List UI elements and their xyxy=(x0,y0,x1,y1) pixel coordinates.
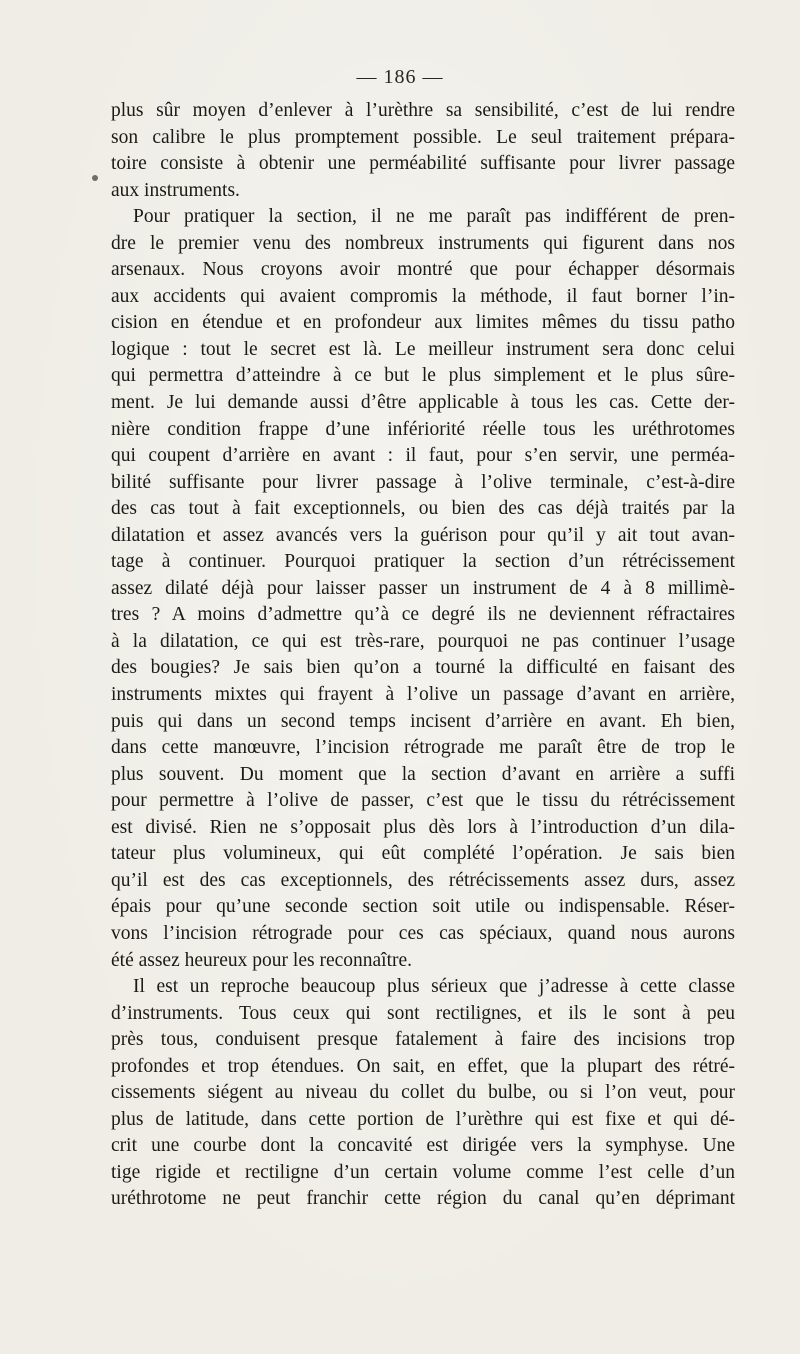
text-line: instruments mixtes qui frayent à l’olive un passage d’avant en arrière, xyxy=(111,684,735,706)
text-line: bilité suffisante pour livrer passage à l’olive terminale, c’est-à-dire xyxy=(111,471,735,493)
ink-spot xyxy=(92,175,98,181)
text-line: tage à continuer. Pourquoi pratiquer la section d’un rétrécissement xyxy=(111,551,735,573)
text-line: qui permettra d’atteindre à ce but le plus simplement et le plus sûre- xyxy=(111,365,735,387)
text-line: toire consiste à obtenir une perméabilité suffisante pour livrer passage xyxy=(111,153,735,175)
text-line: crit une courbe dont la concavité est dirigée vers la symphyse. Une xyxy=(111,1135,735,1157)
text-line: logique : tout le secret est là. Le meilleur instrument sera donc celui xyxy=(111,338,735,360)
text-line: pour permettre à l’olive de passer, c’est que le tissu du rétrécissement xyxy=(111,790,735,812)
text-line: vons l’incision rétrograde pour ces cas spéciaux, quand nous aurons xyxy=(111,922,735,944)
text-line: nière condition frappe d’une infériorité réelle tous les uréthrotomes xyxy=(111,418,735,440)
text-line: puis qui dans un second temps incisent d’arrière en avant. Eh bien, xyxy=(111,710,735,732)
text-line: plus de latitude, dans cette portion de l’urèthre qui est fixe et qui dé- xyxy=(111,1108,735,1130)
text-line: ment. Je lui demande aussi d’être applicable à tous les cas. Cette der- xyxy=(111,392,735,414)
text-line: des bougies? Je sais bien qu’on a tourné la difficulté en faisant des xyxy=(111,657,735,679)
page-number: — 186 — xyxy=(356,66,444,88)
text-line: cissements siégent au niveau du collet du bulbe, ou si l’on veut, pour xyxy=(111,1082,735,1104)
text-line: qui coupent d’arrière en avant : il faut, pour s’en servir, une perméa- xyxy=(111,445,735,467)
text-line: assez dilaté déjà pour laisser passer un instrument de 4 à 8 millimè- xyxy=(111,577,735,599)
text-line: tateur plus volumineux, qui eût complété l’opération. Je sais bien xyxy=(111,843,735,865)
text-line: dilatation et assez avancés vers la guérison pour qu’il y ait tout avan- xyxy=(111,524,735,546)
text-line: dans cette manœuvre, l’incision rétrograde me paraît être de trop le xyxy=(111,737,735,759)
body-text xyxy=(111,98,735,1213)
text-line: Il est un reproche beaucoup plus sérieux que j’adresse à cette classe xyxy=(133,976,735,998)
text-line: plus sûr moyen d’enlever à l’urèthre sa sensibilité, c’est de lui rendre xyxy=(111,100,735,121)
text-line: tres ? A moins d’admettre qu’à ce degré ils ne deviennent réfractaires xyxy=(111,604,735,626)
text-line: été assez heureux pour les reconnaître. xyxy=(111,949,413,971)
text-line: Pour pratiquer la section, il ne me paraît pas indifférent de pren- xyxy=(133,206,735,228)
text-line: arsenaux. Nous croyons avoir montré que pour échapper désormais xyxy=(111,259,735,281)
text-line: qu’il est des cas exceptionnels, des rétrécissements assez durs, assez xyxy=(111,869,735,891)
text-line: des cas tout à fait exceptionnels, ou bien des cas déjà traités par la xyxy=(111,498,735,520)
text-line: plus souvent. Du moment que la section d’avant en arrière a suffi xyxy=(111,763,735,785)
text-line: dre le premier venu des nombreux instruments qui figurent dans nos xyxy=(111,232,735,254)
text-line: près tous, conduisent presque fatalement à faire des incisions trop xyxy=(111,1029,735,1051)
text-line: aux accidents qui avaient compromis la méthode, il faut borner l’in- xyxy=(111,285,735,307)
text-line: à la dilatation, ce qui est très-rare, pourquoi ne pas continuer l’usage xyxy=(111,630,735,652)
text-line: cision en étendue et en profondeur aux limites mêmes du tissu patho xyxy=(111,312,735,334)
text-line: est divisé. Rien ne s’opposait plus dès lors à l’introduction d’un dila- xyxy=(111,816,735,838)
text-line: d’instruments. Tous ceux qui sont rectilignes, et ils le sont à peu xyxy=(111,1002,735,1024)
text-line: épais pour qu’une seconde section soit utile ou indispensable. Réser- xyxy=(111,896,735,918)
text-line: aux instruments. xyxy=(111,179,240,201)
text-line: tige rigide et rectiligne d’un certain volume comme l’est celle d’un xyxy=(111,1161,735,1183)
text-line: uréthrotome ne peut franchir cette région du canal qu’en déprimant xyxy=(111,1188,735,1210)
text-line: son calibre le plus promptement possible. Le seul traitement prépara- xyxy=(111,126,735,148)
text-line: profondes et trop étendues. On sait, en effet, que la plupart des rétré- xyxy=(111,1055,735,1077)
